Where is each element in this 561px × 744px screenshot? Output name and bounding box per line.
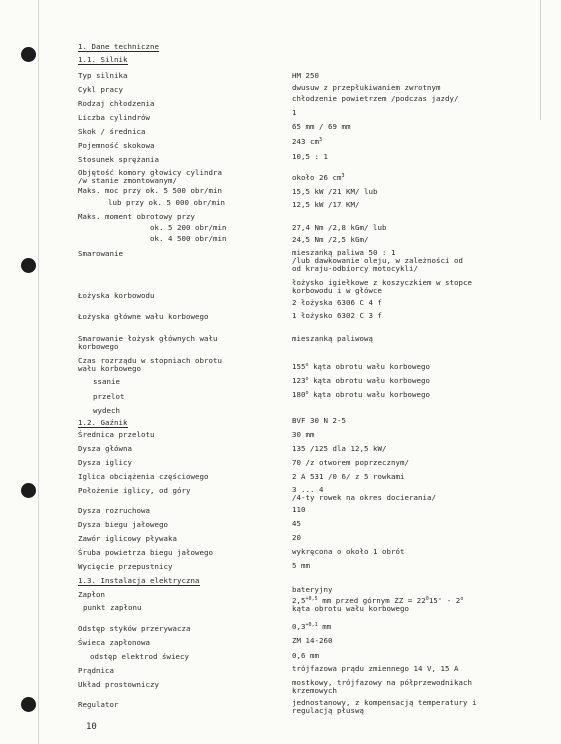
spec-value: 15,5 kW /21 KM/ lub <box>292 187 378 196</box>
spec-label: Rodzaj chłodzenia <box>78 99 155 108</box>
spec-value: 180$^o$ kąta obrotu wału korbowego <box>292 390 431 399</box>
carb-value: 20 <box>292 533 301 542</box>
spec-value: korbowodu i w główce <box>292 286 382 295</box>
spec-value: łożysko igiełkowe z koszyczkiem w stopce <box>292 278 472 287</box>
elec-label: punkt zapłonu <box>83 603 142 612</box>
spec-label: Cykl pracy <box>78 85 123 94</box>
spec-label: Łożyska główne wału korbowego <box>78 312 209 321</box>
carb-value: 135 /125 dla 12,5 kW/ <box>292 444 387 453</box>
spec-value: 1 łożysko 6302 C 3 f <box>292 311 382 320</box>
section-heading: 1. Dane techniczne <box>78 42 159 51</box>
binder-hole-icon <box>21 47 36 62</box>
elec-value: mostkowy, trójfazowy na półprzewodnikach <box>292 678 472 687</box>
carb-value: 3 ... 4 <box>292 485 324 494</box>
carb-label: Zawór iglicowy pływaka <box>78 534 177 543</box>
carb-label: Iglica obciążenia częściowego <box>78 472 209 481</box>
spec-value: dwusuw z przepłukiwaniem zwrotnym <box>292 83 441 92</box>
spec-label: Typ silnika <box>78 71 128 80</box>
spec-label: ok. 5 200 obr/min <box>150 223 227 232</box>
carb-label: Położenie iglicy, od góry <box>78 486 191 495</box>
carb-value: 70 /z otworem poprzecznym/ <box>292 458 409 467</box>
carb-heading: 1.2. Gaźnik <box>78 418 128 427</box>
carb-label: Dysza biegu jałowego <box>78 520 168 529</box>
elec-label: Układ prostowniczy <box>78 680 159 689</box>
spec-label: Maks. moc przy ok. 5 500 obr/min <box>78 186 222 195</box>
spec-value: 27,4 Nm /2,8 kGm/ lub <box>292 223 387 232</box>
carb-label: Śruba powietrza biegu jałowego <box>78 548 213 557</box>
spec-label: Czas rozrządu w stopniach obrotu <box>78 356 222 365</box>
elec-value: regulacją płuswą <box>292 706 364 715</box>
spec-label: Smarowanie <box>78 249 123 258</box>
elec-value: $0,3^{+0,1}$ mm <box>292 622 332 631</box>
spec-label: wału korbowego <box>78 364 141 373</box>
spec-label: wydech <box>93 406 120 415</box>
spec-label: Łożyska korbowodu <box>78 291 155 300</box>
elec-label: Zapłon <box>78 590 105 599</box>
page-edge-line <box>38 0 39 744</box>
spec-label: Objętość komory głowicy cylindra <box>78 168 222 177</box>
elec-label: Odstęp styków przerywacza <box>78 624 191 633</box>
spec-value: 243 $cm^3$ <box>292 137 323 146</box>
spec-label: Pojemność skokowa <box>78 141 155 150</box>
elec-value: bateryjny <box>292 585 333 594</box>
spec-value: HM 250 <box>292 71 319 80</box>
spec-value: 24,5 Nm /2,5 kGm/ <box>292 235 369 244</box>
carb-label: Dysza rozruchowa <box>78 506 150 515</box>
elec-value: $2,5^{+0,5}$ mm przed górnym ZZ = $22^015' - 2^o$ <box>292 596 464 605</box>
spec-value: 65 mm / 69 mm <box>292 122 351 131</box>
spec-label: przelot <box>93 392 125 401</box>
spec-label: /w stanie zmontowanym/ <box>78 176 177 185</box>
elec-value: kąta obrotu wału korbowego <box>292 604 409 613</box>
carb-value: /4-ty rowek na okres docierania/ <box>292 493 436 502</box>
elec-value: krzemowych <box>292 686 337 695</box>
page-number: 10 <box>86 722 97 732</box>
spec-label: ok. 4 500 obr/min <box>150 234 227 243</box>
elec-label: Świeca zapłonowa <box>78 638 150 647</box>
spec-value: /lub dawkowanie oleju, w zależności od <box>292 256 463 265</box>
spec-label: Smarowanie łożysk głównych wału <box>78 334 218 343</box>
spec-value: 1 <box>292 108 297 117</box>
elec-label: odstęp elektrod świecy <box>90 652 189 661</box>
carb-label: Dysza iglicy <box>78 458 132 467</box>
spec-value: około 26 $cm^3$ <box>292 173 345 182</box>
elec-value: 0,6 mm <box>292 651 319 660</box>
right-margin-mark <box>540 0 541 120</box>
carb-value: 110 <box>292 505 306 514</box>
binder-hole-icon <box>21 258 36 273</box>
carb-value: BVF 30 N 2-5 <box>292 416 346 425</box>
spec-value: mieszanką paliwową <box>292 334 373 343</box>
elec-value: ZM 14-260 <box>292 636 333 645</box>
carb-value: 5 mm <box>292 561 310 570</box>
carb-value: 30 mm <box>292 430 315 439</box>
spec-value: mieszanką paliwa 50 : 1 <box>292 248 396 257</box>
spec-value: chłodzenie powietrzem /podczas jazdy/ <box>292 94 459 103</box>
spec-label: korbowego <box>78 342 119 351</box>
spec-value: 123$^o$ kąta obrotu wału korbowego <box>292 376 431 385</box>
spec-label: Stosunek sprężania <box>78 155 159 164</box>
elec-value: trójfazowa prądu zmiennego 14 V, 15 A <box>292 664 459 673</box>
spec-value: od kraju-odbiorcy motocykli/ <box>292 264 418 273</box>
subsection-heading: 1.1. Silnik <box>78 55 128 64</box>
elec-heading: 1.3. Instalacja elektryczna <box>78 576 200 585</box>
elec-label: Prądnica <box>78 666 114 675</box>
spec-label: Skok / średnica <box>78 127 146 136</box>
elec-value: jednostanowy, z kompensacją temperatury i <box>292 698 477 707</box>
binder-hole-icon <box>21 483 36 498</box>
carb-value: 2 A 531 /0 6/ z 5 rowkami <box>292 472 405 481</box>
carb-value: wykręcona o około 1 obrót <box>292 547 405 556</box>
spec-value: 155$^o$ kąta obrotu wału korbowego <box>292 362 431 371</box>
spec-value: 12,5 kW /17 KM/ <box>292 200 360 209</box>
binder-hole-icon <box>21 697 36 712</box>
spec-value: 10,5 : 1 <box>292 152 328 161</box>
spec-label: ssanie <box>93 377 120 386</box>
spec-label: Maks. moment obrotowy przy <box>78 212 195 221</box>
spec-label: Liczba cylindrów <box>78 113 150 122</box>
spec-value: 2 łożyska 6306 C 4 f <box>292 298 382 307</box>
carb-label: Wycięcie przepustnicy <box>78 562 173 571</box>
carb-label: Dysza główna <box>78 444 132 453</box>
carb-label: Średnica przelotu <box>78 430 155 439</box>
carb-value: 45 <box>292 519 301 528</box>
elec-label: Regulator <box>78 700 119 709</box>
spec-label: lub przy ok. 5 000 obr/min <box>108 198 225 207</box>
